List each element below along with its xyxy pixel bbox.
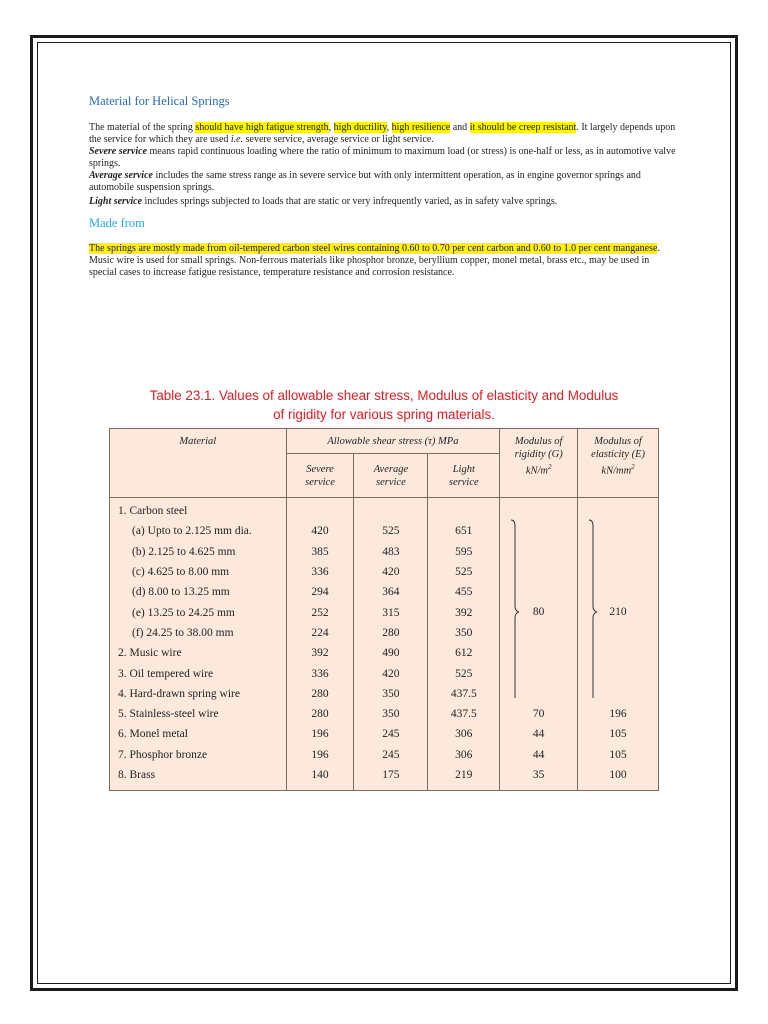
light-cell: 350: [428, 623, 500, 643]
material-cell: (b) 2.125 to 4.625 mm: [110, 542, 287, 562]
header-average: [354, 454, 428, 498]
rigidity-line-2: rigidity (G): [514, 449, 563, 460]
elasticity-cell: 105: [578, 745, 659, 765]
rigidity-braced-value: 80: [532, 606, 545, 618]
severe-cell: 140: [286, 765, 354, 791]
elasticity-cell: 100: [578, 765, 659, 791]
severe-cell: 336: [286, 663, 354, 683]
paragraph-severe-service: [89, 146, 679, 170]
average-cell: 350: [354, 704, 428, 724]
rigidity-cell: 44: [500, 745, 578, 765]
rigidity-cell: 35: [500, 765, 578, 791]
spring-materials-table: [109, 428, 659, 791]
material-cell: (e) 13.25 to 24.25 mm: [110, 602, 287, 622]
table-row: [110, 765, 659, 791]
table-row: [110, 724, 659, 744]
severe-cell: 196: [286, 745, 354, 765]
material-cell: 6. Monel metal: [110, 724, 287, 744]
severe-cell: 294: [286, 582, 354, 602]
elasticity-line-1: Modulus of: [594, 436, 642, 447]
severe-cell: 385: [286, 542, 354, 562]
header-light: [428, 454, 500, 498]
material-cell: 3. Oil tempered wire: [110, 663, 287, 683]
brace-icon: [500, 498, 540, 698]
average-cell: 420: [354, 663, 428, 683]
table-row: [110, 745, 659, 765]
highlight-composition: The springs are mostly made from oil-tempered carbon steel wires containing 0.60 to 0.70 per cent carbon and 0.60 to 1.0 per cent manganese: [89, 243, 658, 254]
material-cell: (f) 24.25 to 38.00 mm: [110, 623, 287, 643]
material-cell: 5. Stainless-steel wire: [110, 704, 287, 724]
elasticity-line-3: $kN/mm^2$: [601, 463, 635, 477]
term-light: Light service: [89, 196, 143, 207]
term-average: Average service: [89, 170, 153, 181]
material-cell: 2. Music wire: [110, 643, 287, 663]
text-content: [89, 93, 679, 279]
paragraph-light-service: [89, 194, 679, 209]
elasticity-braced-value: 210: [609, 606, 627, 618]
material-cell: 8. Brass: [110, 765, 287, 791]
brace-icon: [578, 498, 618, 698]
rigidity-cell: 44: [500, 724, 578, 744]
text-run: ,: [386, 122, 392, 133]
header-severe-text: Severe service: [305, 463, 335, 488]
paragraph-average-service: [89, 170, 679, 194]
average-cell: 245: [354, 745, 428, 765]
average-cell: 175: [354, 765, 428, 791]
text-made-from: . Music wire is used for small springs. Non-ferrous materials like phosphor bronze, beryllium copper, monel metal, brass etc., may be used in special cases to increase fatigue resistance, temperature resistance and corrosion resistance.: [89, 243, 660, 278]
header-average-text: Average service: [373, 463, 409, 488]
rigidity-line-3: $kN/m^2$: [525, 463, 552, 477]
material-cell: 7. Phosphor bronze: [110, 745, 287, 765]
text-run: The material of the spring: [89, 122, 196, 133]
average-cell: 280: [354, 623, 428, 643]
header-light-text: Light service: [448, 463, 479, 488]
highlight-fatigue: should have high fatigue strength: [195, 122, 329, 133]
heading-made-from: Made from: [89, 216, 145, 230]
light-cell: 525: [428, 562, 500, 582]
table-body: [110, 498, 659, 791]
average-cell: 483: [354, 542, 428, 562]
text-run: severe service, average service or light service.: [243, 134, 434, 145]
severe-cell: [286, 498, 354, 522]
header-shear-stress: Allowable shear stress (τ) MPa: [286, 429, 500, 454]
material-cell: (c) 4.625 to 8.00 mm: [110, 562, 287, 582]
table-caption: [108, 386, 660, 424]
average-cell: 315: [354, 602, 428, 622]
caption-line-1: Table 23.1. Values of allowable shear stress, Modulus of elasticity and Modulus: [149, 388, 619, 403]
average-cell: 420: [354, 562, 428, 582]
severe-cell: 336: [286, 562, 354, 582]
heading-material: Material for Helical Springs: [89, 94, 230, 108]
text-average: includes the same stress range as in severe service but with only intermittent operation, as in engine governor springs and automobile suspension springs.: [89, 170, 641, 193]
light-cell: 219: [428, 765, 500, 791]
average-cell: 245: [354, 724, 428, 744]
text-severe: means rapid continuous loading where the ratio of minimum to maximum load (or stress) is one-half or less, as in automotive valve springs.: [89, 146, 676, 169]
material-cell: 1. Carbon steel: [110, 498, 287, 522]
highlight-resilience: high resilience: [391, 122, 451, 133]
light-cell: 651: [428, 521, 500, 541]
light-cell: 525: [428, 663, 500, 683]
header-material: Material: [110, 429, 287, 498]
light-cell: 437.5: [428, 684, 500, 704]
severe-cell: 224: [286, 623, 354, 643]
text-ie: i.e.: [230, 134, 244, 145]
material-cell: (a) Upto to 2.125 mm dia.: [110, 521, 287, 541]
elasticity-brace-cell: [578, 498, 659, 704]
light-cell: [428, 498, 500, 522]
average-cell: 364: [354, 582, 428, 602]
elasticity-line-2: elasticity (E): [591, 449, 646, 460]
severe-cell: 280: [286, 684, 354, 704]
table-row: [110, 498, 659, 522]
severe-cell: 196: [286, 724, 354, 744]
text-run: and: [450, 122, 470, 133]
average-cell: 525: [354, 521, 428, 541]
average-cell: [354, 498, 428, 522]
text-run: ,: [328, 122, 334, 133]
material-cell: (d) 8.00 to 13.25 mm: [110, 582, 287, 602]
severe-cell: 252: [286, 602, 354, 622]
severe-cell: 420: [286, 521, 354, 541]
light-cell: 306: [428, 724, 500, 744]
header-elasticity: [578, 429, 659, 498]
light-cell: 595: [428, 542, 500, 562]
caption-line-2: of rigidity for various spring materials.: [273, 407, 495, 422]
paragraph-made-from: [89, 243, 679, 279]
highlight-ductility: high ductility: [333, 122, 387, 133]
material-cell: 4. Hard-drawn spring wire: [110, 684, 287, 704]
highlight-creep: it should be creep resistant: [469, 122, 577, 133]
header-rigidity: [500, 429, 578, 498]
text-run: . It largely depends upon the service for which they are used: [89, 122, 676, 145]
table-row: [110, 704, 659, 724]
light-cell: 306: [428, 745, 500, 765]
header-severe: [286, 454, 354, 498]
elasticity-cell: 196: [578, 704, 659, 724]
light-cell: 455: [428, 582, 500, 602]
paragraph-material-properties: [89, 122, 679, 146]
average-cell: 350: [354, 684, 428, 704]
light-cell: 612: [428, 643, 500, 663]
elasticity-cell: 105: [578, 724, 659, 744]
average-cell: 490: [354, 643, 428, 663]
severe-cell: 392: [286, 643, 354, 663]
light-cell: 392: [428, 602, 500, 622]
rigidity-cell: 70: [500, 704, 578, 724]
light-cell: 437.5: [428, 704, 500, 724]
rigidity-brace-cell: [500, 498, 578, 704]
severe-cell: 280: [286, 704, 354, 724]
text-light: includes springs subjected to loads that are static or very infrequently varied, as in safety valve springs.: [142, 196, 558, 207]
term-severe: Severe service: [89, 146, 148, 157]
header-row-1: [110, 429, 659, 454]
rigidity-line-1: Modulus of: [514, 436, 563, 447]
